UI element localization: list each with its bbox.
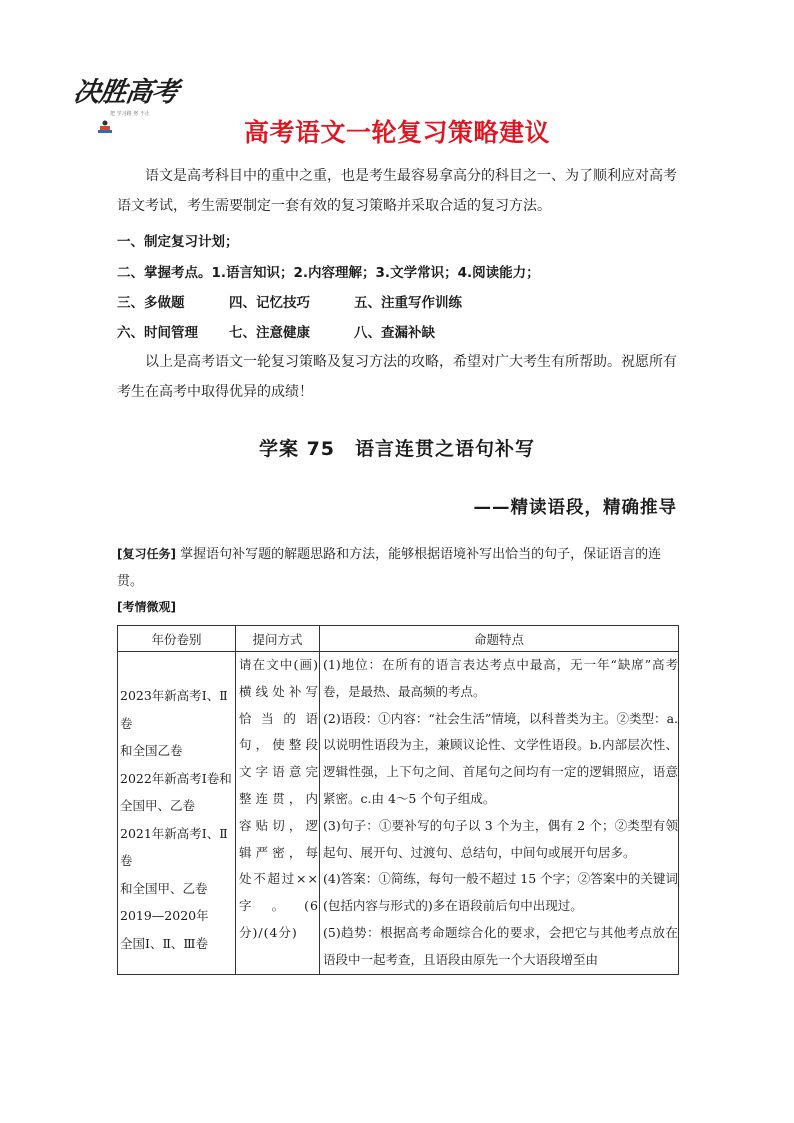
lesson-subtitle: ——精读语段，精确推导: [473, 498, 677, 518]
point-item: 六、时间管理: [117, 325, 198, 341]
feature-item: (3)句子：①要补写的句子以 3 个为主，偶有 2 个；②类型有领起句、展开句、过渡句、总结句，中间句或展开句居多。: [323, 817, 678, 860]
task-text: 掌握语句补写题的解题思路和方法，能够根据语境补写出恰当的句子，保证语言的连贯。: [117, 547, 662, 589]
table-label: [考情微观]: [117, 600, 176, 614]
closing-paragraph: 以上是高考语文一轮复习策略及复习方法的攻略，希望对广大考生有所帮助。祝愿所有考生在高考中取得优异的成绩！: [117, 354, 677, 400]
point-item: 七、注意健康: [229, 325, 310, 341]
point-item: 八、查漏补缺: [354, 325, 435, 341]
point-line-1: 一、制定复习计划；: [117, 234, 239, 250]
task-label: [复习任务]: [117, 547, 176, 561]
lesson-title: 学案 75 语言连贯之语句补写: [258, 438, 536, 460]
table-header: 年份卷别: [118, 626, 236, 652]
logo-subtext: 把 学习路 努 不止: [110, 111, 150, 117]
table-header: 命题特点: [320, 626, 679, 652]
point-item: 三、多做题: [117, 295, 185, 311]
table-cell-question-format: 请在文中(画)横线处补写恰当的语句，使整段文字语意完整连贯，内容贴切，逻辑严密，每处不超过××字。(6分)/(4分): [236, 652, 320, 975]
point-line-4: [117, 321, 435, 341]
intro-paragraph: 语文是高考科目中的重中之重，也是考生最容易拿高分的科目之一、为了顺利应对高考语文考试，考生需要制定一套有效的复习策略并采取合适的复习方法。: [117, 168, 677, 214]
feature-item: (1)地位：在所有的语言表达考点中最高，无一年“缺席”高考卷，是最热、最高频的考点。: [323, 657, 678, 699]
feature-item: (4)答案：①简练，每句一般不超过 15 个字；②答案中的关键词(包括内容与形式的)多在语段前后句中出现过。: [323, 871, 678, 914]
point-line-2: 二、掌握考点。1.语言知识；2.内容理解；3.文学常识；4.阅读能力；: [117, 265, 540, 281]
table-cell-years: 2023年新高考Ⅰ、Ⅱ卷 和全国乙卷 2022年新高考Ⅰ卷和 全国甲、乙卷 2021年新高考Ⅰ、Ⅱ卷 和全国甲、乙卷 2019—2020年 全国Ⅰ、Ⅱ、Ⅲ卷: [118, 652, 236, 975]
point-line-3: [117, 291, 462, 311]
exam-analysis-table: [117, 625, 679, 975]
review-task: [117, 541, 679, 595]
point-item: 四、记忆技巧: [229, 295, 310, 311]
table-row: [118, 652, 679, 975]
point-item: 五、注重写作训练: [354, 295, 462, 311]
table-header-row: [118, 626, 679, 652]
page-title: 高考语文一轮复习策略建议: [243, 118, 550, 147]
feature-item: (5)趋势：根据高考命题综合化的要求，会把它与其他考点放在语段中一起考查，且语段由原先一个大语段增至由: [323, 924, 678, 967]
feature-item: (2)语段：①内容：“社会生活”情境，以科普类为主。②类型：a.以说明性语段为主，兼顾议论性、文学性语段。b.内部层次性、逻辑性强，上下句之间、首尾句之间均有一定的逻辑照应，语意紧密。c.由 4～5 个句子组成。: [323, 710, 678, 806]
table-header: 提问方式: [236, 626, 320, 652]
logo-text: 决胜高考: [71, 77, 180, 108]
table-cell-features: [320, 652, 679, 975]
